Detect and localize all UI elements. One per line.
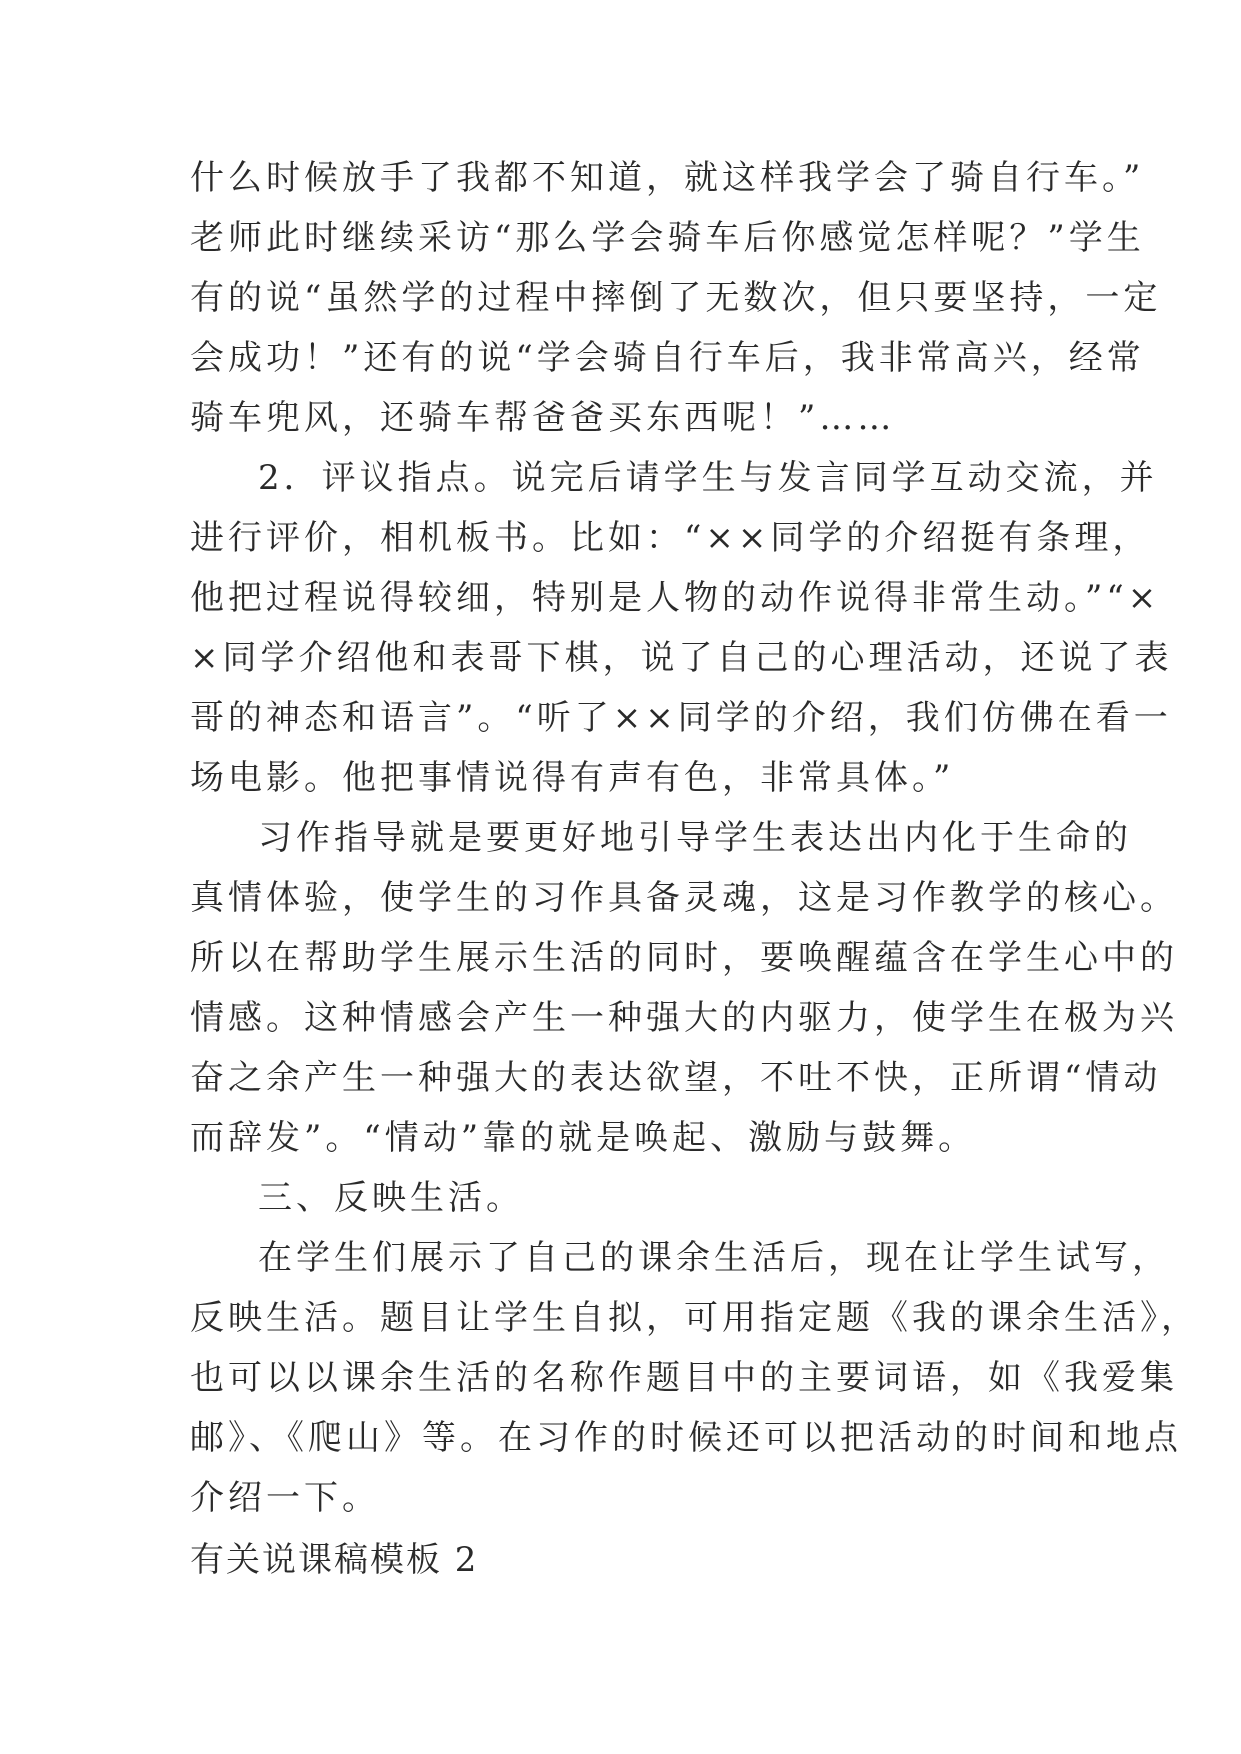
- text-line: 进行评价，相机板书。比如：“××同学的介绍挺有条理，: [190, 518, 1151, 558]
- text-line: 反映生活。题目让学生自拟，可用指定题《我的课余生活》，: [190, 1298, 1199, 1338]
- text-line: 老师此时继续采访“那么学会骑车后你感觉怎样呢？”学生: [190, 218, 1145, 258]
- text-line: 奋之余产生一种强大的表达欲望，不吐不快，正所谓“情动: [190, 1058, 1162, 1098]
- text-line: 会成功！”还有的说“学会骑自行车后，我非常高兴，经常: [190, 338, 1145, 378]
- text-line: 在学生们展示了自己的课余生活后，现在让学生试写，: [258, 1238, 1170, 1278]
- text-line: 习作指导就是要更好地引导学生表达出内化于生命的: [258, 818, 1132, 858]
- text-line: 他把过程说得较细，特别是人物的动作说得非常生动。”“×: [190, 578, 1161, 618]
- text-line: 而辞发”。“情动”靠的就是唤起、激励与鼓舞。: [190, 1118, 977, 1158]
- text-line: 骑车兜风，还骑车帮爸爸买东西呢！”……: [190, 398, 896, 438]
- text-line: 场电影。他把事情说得有声有色，非常具体。”: [190, 758, 955, 798]
- text-line: 真情体验，使学生的习作具备灵魂，这是习作教学的核心。: [190, 878, 1178, 918]
- document-heading: 有关说课稿模板 2: [190, 1540, 479, 1580]
- text-line: 有的说“虽然学的过程中摔倒了无数次，但只要坚持，一定: [190, 278, 1162, 318]
- text-line: 所以在帮助学生展示生活的同时，要唤醒蕴含在学生心中的: [190, 938, 1178, 978]
- text-line: 介绍一下。: [190, 1478, 380, 1518]
- text-line: 哥的神态和语言”。“听了××同学的介绍，我们仿佛在看一: [190, 698, 1172, 738]
- text-line: ×同学介绍他和表哥下棋，说了自己的心理活动，还说了表: [190, 638, 1173, 678]
- text-line: 2．评议指点。说完后请学生与发言同学互动交流，并: [258, 458, 1158, 498]
- section-heading: 三、反映生活。: [258, 1178, 524, 1218]
- document-body: [190, 148, 1199, 1528]
- text-line: 也可以以课余生活的名称作题目中的主要词语，如《我爱集: [190, 1358, 1178, 1398]
- text-line: 情感。这种情感会产生一种强大的内驱力，使学生在极为兴: [190, 998, 1178, 1038]
- text-line: 邮》、《爬山》等。在习作的时候还可以把活动的时间和地点: [190, 1418, 1182, 1458]
- text-line: 什么时候放手了我都不知道，就这样我学会了骑自行车。”: [190, 158, 1145, 198]
